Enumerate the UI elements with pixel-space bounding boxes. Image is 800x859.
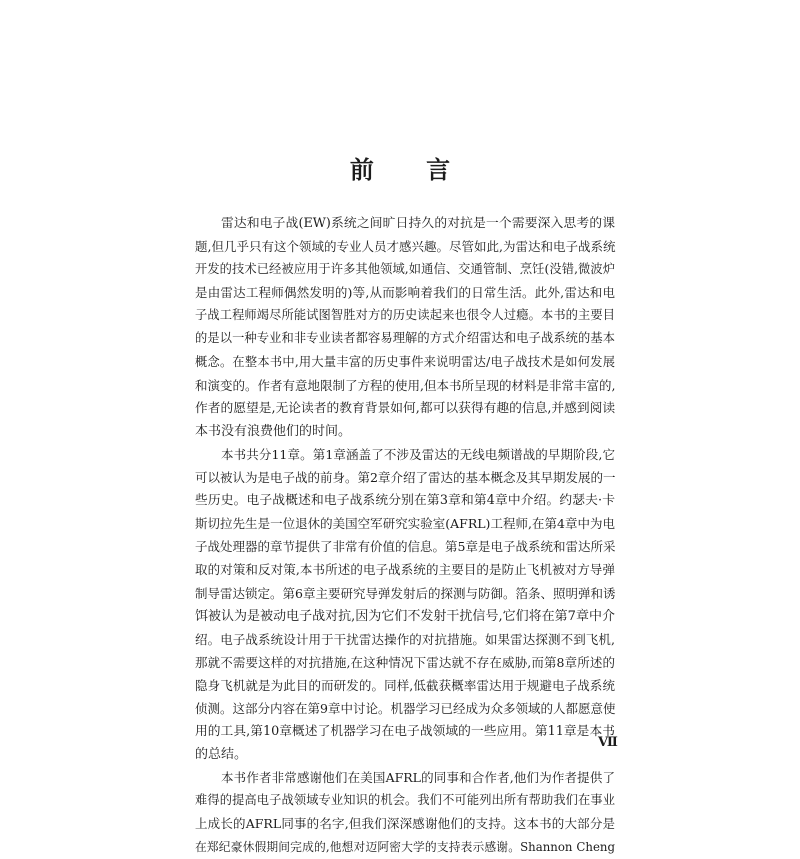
- text-line: 本书没有浪费他们的时间。: [195, 423, 352, 439]
- text-line: 子战处理器的章节提供了非常有价值的信息。第5章是电子战系统和雷达所采: [195, 539, 616, 555]
- text-line: 本书作者非常感谢他们在美国AFRL的同事和合作者,他们为作者提供了: [221, 770, 615, 786]
- text-line: 雷达和电子战(EW)系统之间旷日持久的对抗是一个需要深入思考的课: [221, 216, 615, 231]
- text-line: 难得的提高电子战领域专业知识的机会。我们不可能列出所有帮助我们在事业: [195, 793, 615, 808]
- page-title: 前 言: [349, 156, 473, 184]
- text-line: 和演变的。作者有意地限制了方程的使用,但本书所呈现的材料是非常丰富的,: [195, 377, 616, 393]
- text-line: 的总结。: [195, 747, 248, 763]
- text-line: 子战工程师竭尽所能试图智胜对方的历史读起来也很令人过瘾。本书的主要目: [195, 308, 615, 323]
- text-line: 制导雷达锁定。第6章主要研究导弹发射后的探测与防御。箔条、照明弹和诱: [195, 585, 616, 601]
- preface-body: [195, 212, 615, 859]
- text-line: 那就不需要这样的对抗措施,在这种情况下雷达就不存在威胁,而第8章所述的: [195, 654, 615, 670]
- text-line: 题,但几乎只有这个领域的专业人员才感兴趣。尽管如此,为雷达和电子战系统: [195, 239, 616, 255]
- text-line: 的是以一种专业和非专业读者都容易理解的方式介绍雷达和电子战系统的基本: [195, 331, 615, 346]
- text-line: 可以被认为是电子战的前身。第2章介绍了雷达的基本概念及其早期发展的一: [195, 470, 616, 486]
- text-line: 在郑纪豪休假期间完成的,他想对迈阿密大学的支持表示感谢。Shannon Cheng: [195, 839, 615, 854]
- text-line: 开发的技术已经被应用于许多其他领域,如通信、交通管制、烹饪(没错,微波炉: [195, 262, 615, 277]
- text-line: 是由雷达工程师偶然发明的)等,从而影响着我们的日常生活。此外,雷达和电: [195, 285, 615, 301]
- text-line: 作者的愿望是,无论读者的教育背景如何,都可以获得有趣的信息,并感到阅读: [195, 400, 616, 416]
- text-line: 侦测。这部分内容在第9章中讨论。机器学习已经成为众多领域的人都愿意使: [195, 700, 616, 716]
- text-line: 概念。在整本书中,用大量丰富的历史事件来说明雷达/电子战技术是如何发展: [195, 354, 615, 369]
- page-number: Ⅶ: [598, 735, 618, 750]
- text-line: 绍。电子战系统设计用于干扰雷达操作的对抗措施。如果雷达探测不到飞机,: [195, 631, 615, 647]
- paragraph: [195, 212, 615, 443]
- text-line: 些历史。电子战概述和电子战系统分别在第3章和第4章中介绍。约瑟夫·卡: [195, 493, 615, 509]
- text-line: 饵被认为是被动电子战对抗,因为它们不发射干扰信号,它们将在第7章中介: [195, 608, 615, 624]
- paragraph: [195, 766, 615, 858]
- text-line: 上成长的AFRL同事的名字,但我们深深感谢他们的支持。这本书的大部分是: [195, 816, 615, 832]
- text-line: 斯切拉先生是一位退休的美国空军研究实验室(AFRL)工程师,在第4章中为电: [195, 516, 615, 532]
- paragraph: [195, 443, 615, 766]
- text-line: 取的对策和反对策,本书所述的电子战系统的主要目的是防止飞机被对方导弹: [195, 562, 615, 578]
- text-line: 隐身飞机就是为此目的而研发的。同样,低截获概率雷达用于规避电子战系统: [195, 677, 615, 693]
- text-line: 本书共分11章。第1章涵盖了不涉及雷达的无线电频谱战的早期阶段,它: [221, 446, 615, 462]
- text-line: 用的工具,第10章概述了机器学习在电子战领域的一些应用。第11章是本书: [195, 724, 615, 740]
